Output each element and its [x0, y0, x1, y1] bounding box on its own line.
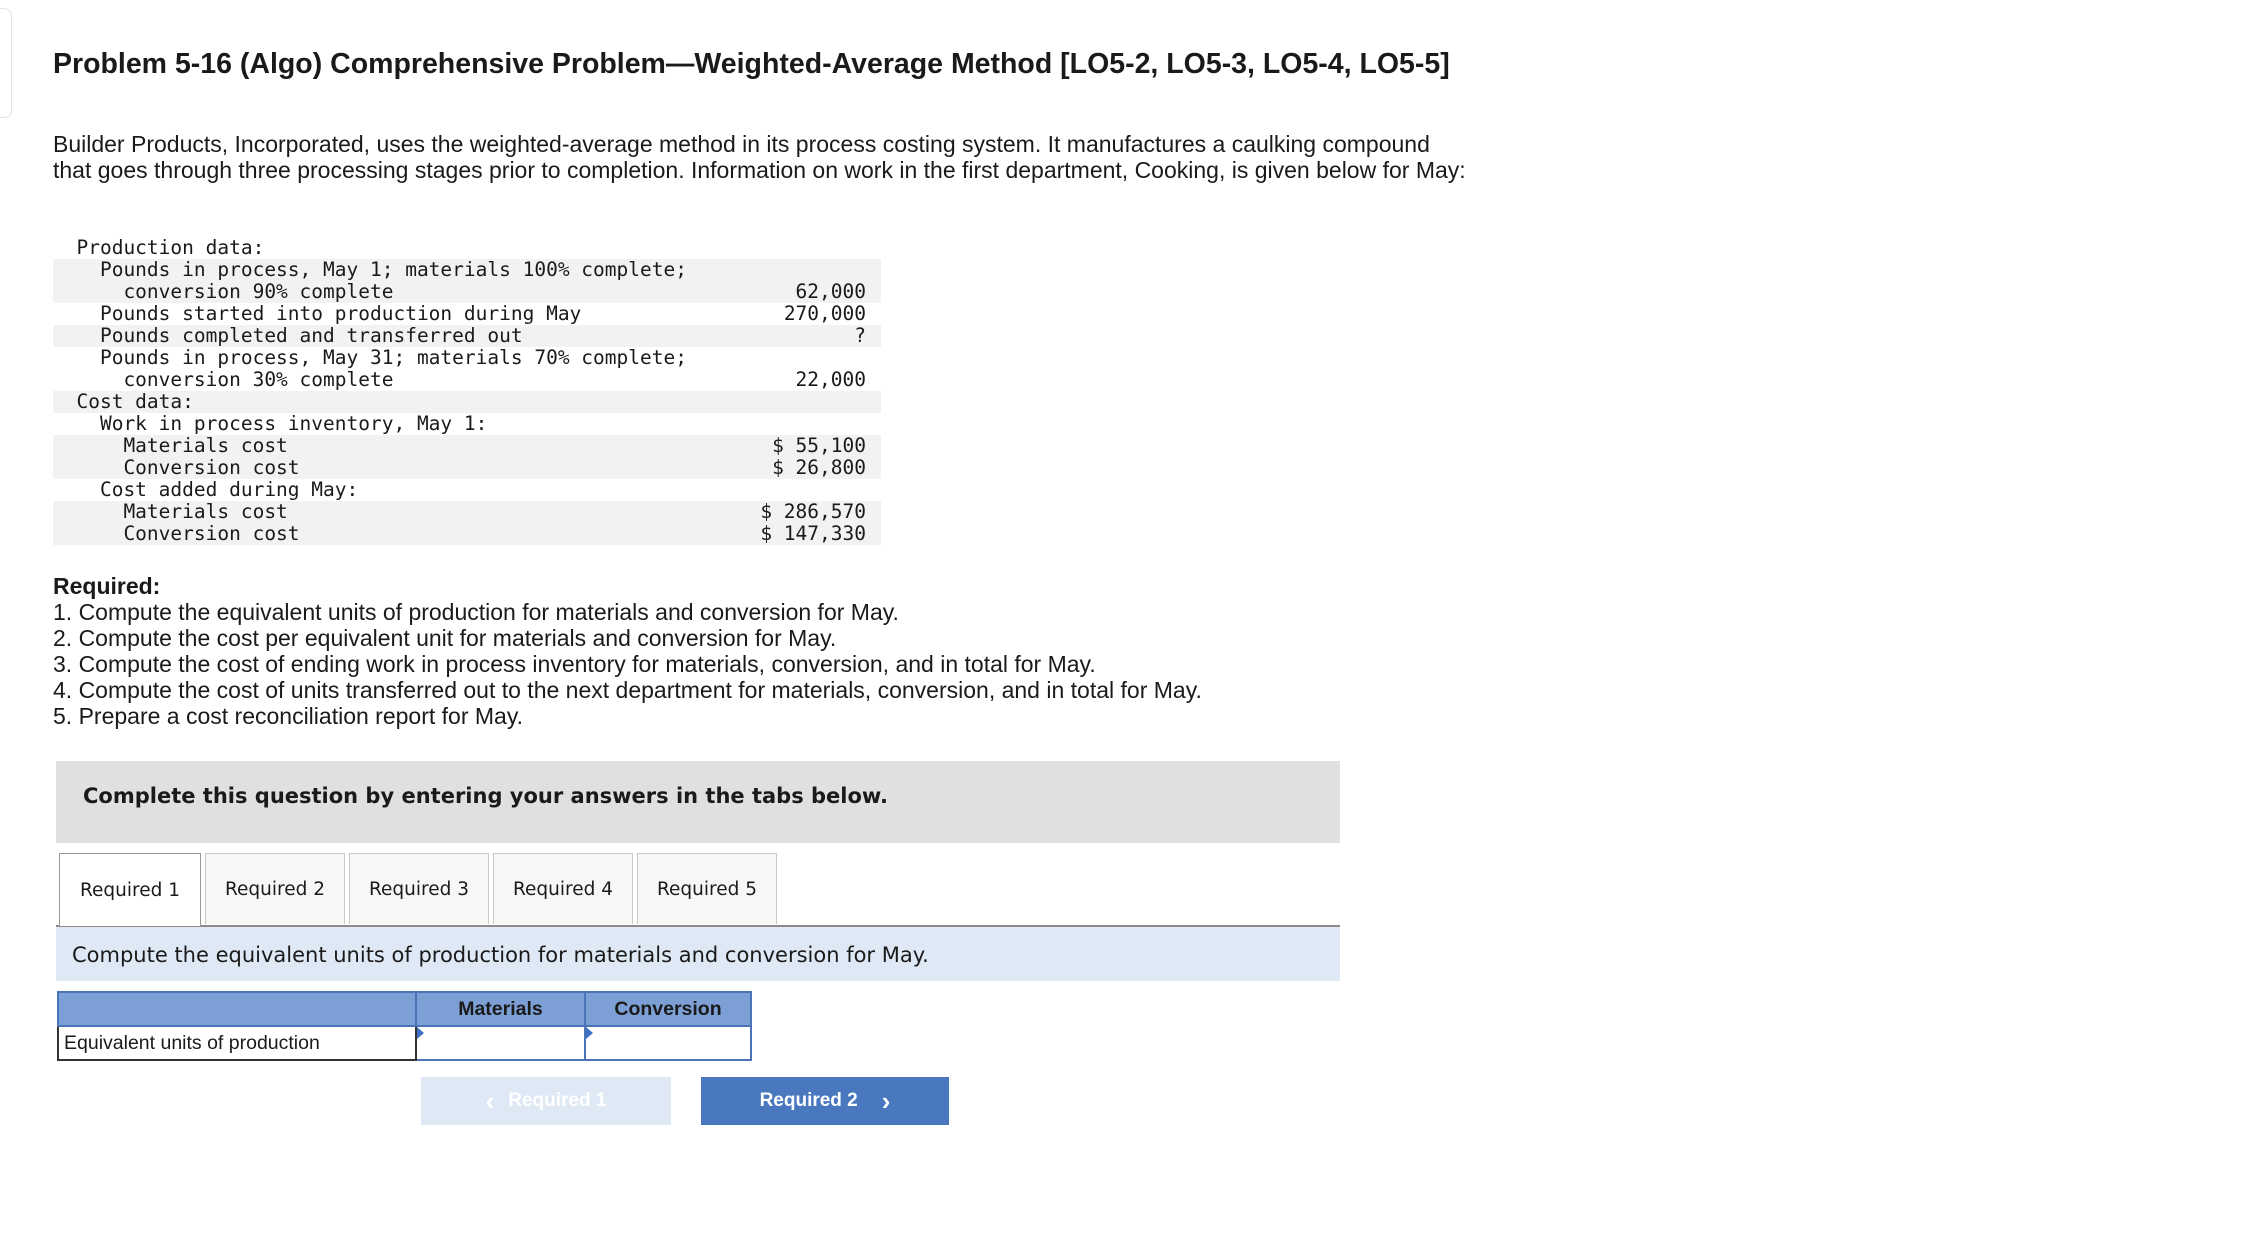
materials-input-cell: [416, 1026, 585, 1060]
side-panel-edge: [0, 8, 12, 118]
chevron-left-icon: ‹: [485, 1086, 495, 1116]
tab-required-3[interactable]: Required 3: [349, 853, 489, 924]
table-row: [53, 281, 881, 303]
next-button[interactable]: [701, 1077, 949, 1125]
tab-required-5[interactable]: Required 5: [637, 853, 777, 924]
row-value: [735, 413, 881, 435]
table-row: [58, 1026, 751, 1060]
table-row: [53, 237, 881, 259]
next-button-label: Required 2: [759, 1090, 858, 1111]
tab-prompt-text: Compute the equivalent units of production for materials and conversion for May.: [72, 943, 929, 967]
row-value: $ 147,330: [735, 523, 881, 545]
table-row: [53, 325, 881, 347]
required-section: [53, 573, 1202, 729]
list-item: 4. Compute the cost of units transferred out to the next department for materials, conversion, and in total for May.: [53, 677, 1202, 703]
row-value: [735, 237, 881, 259]
list-item: 1. Compute the equivalent units of production for materials and conversion for May.: [53, 599, 899, 625]
table-row: [53, 259, 881, 281]
row-value: $ 26,800: [735, 457, 881, 479]
row-value: 22,000: [795, 368, 866, 391]
table-row: [53, 457, 881, 479]
tab-required-4[interactable]: Required 4: [493, 853, 633, 924]
tab-prompt-banner: [56, 927, 1340, 981]
row-label: Conversion cost: [53, 523, 735, 545]
materials-input[interactable]: [417, 1028, 584, 1058]
row-label: Materials cost: [53, 435, 735, 457]
table-row: [53, 303, 881, 325]
answer-table: [57, 991, 752, 1061]
previous-button[interactable]: [421, 1077, 671, 1125]
row-label: Pounds in process, May 31; materials 70% complete;: [53, 346, 687, 369]
list-item: 5. Prepare a cost reconciliation report for May.: [53, 703, 524, 729]
row-label: Pounds in process, May 1; materials 100% complete;: [53, 259, 735, 281]
table-row: [53, 523, 881, 545]
row-label: Conversion cost: [53, 457, 735, 479]
list-item: 3. Compute the cost of ending work in process inventory for materials, conversion, and in total for May.: [53, 651, 1096, 677]
row-label: conversion 30% complete: [53, 368, 394, 391]
production-cost-data-table: [53, 237, 881, 545]
problem-title: Problem 5-16 (Algo) Comprehensive Problem—Weighted-Average Method [LO5-2, LO5-3, LO5-4, LO5-5]: [53, 48, 1450, 80]
row-value: 270,000: [783, 302, 866, 325]
conversion-input[interactable]: [586, 1028, 750, 1058]
instruction-banner: [56, 761, 1340, 843]
table-row: [53, 391, 881, 413]
tab-required-1[interactable]: Required 1: [59, 853, 201, 926]
row-label: Cost added during May:: [53, 478, 359, 501]
input-flag-icon: [417, 1027, 424, 1039]
required-list: [53, 599, 1202, 729]
row-value: 62,000: [735, 281, 881, 303]
row-label: Production data:: [53, 236, 265, 259]
table-row: [53, 501, 881, 523]
row-label: conversion 90% complete: [53, 281, 735, 303]
row-value: [735, 259, 881, 281]
row-label: Pounds completed and transferred out: [53, 325, 735, 347]
required-heading: Required:: [53, 573, 161, 599]
row-value: [735, 391, 881, 413]
column-header-materials: Materials: [416, 992, 585, 1026]
row-label-equivalent-units: Equivalent units of production: [58, 1026, 416, 1060]
row-value: [735, 479, 881, 501]
table-row: [53, 479, 881, 501]
row-value: ?: [735, 325, 881, 347]
row-label: Work in process inventory, May 1:: [53, 412, 488, 435]
instruction-text: Complete this question by entering your answers in the tabs below.: [83, 784, 888, 808]
row-label: Pounds started into production during May: [53, 302, 582, 325]
table-row: [53, 435, 881, 457]
tab-required-2[interactable]: Required 2: [205, 853, 345, 924]
row-label: Cost data:: [53, 391, 735, 413]
table-row: [53, 369, 881, 391]
row-value: $ 286,570: [735, 501, 881, 523]
chevron-right-icon: ›: [881, 1086, 891, 1116]
table-header-row: [58, 992, 751, 1026]
column-header-conversion: Conversion: [585, 992, 751, 1026]
problem-intro: Builder Products, Incorporated, uses the weighted-average method in its process costing system. It manufactures a caulking compound that goes through three processing stages prior to completion. Information on work in the first department, Cooking, is given below for May:: [53, 131, 1466, 183]
column-header-blank: [58, 992, 416, 1026]
row-label: Materials cost: [53, 501, 735, 523]
list-item: 2. Compute the cost per equivalent unit for materials and conversion for May.: [53, 625, 837, 651]
conversion-input-cell: [585, 1026, 751, 1060]
row-value: [735, 347, 881, 369]
input-flag-icon: [586, 1027, 593, 1039]
row-value: $ 55,100: [735, 435, 881, 457]
previous-button-label: Required 1: [508, 1090, 607, 1111]
table-row: [53, 347, 881, 369]
table-row: [53, 413, 881, 435]
